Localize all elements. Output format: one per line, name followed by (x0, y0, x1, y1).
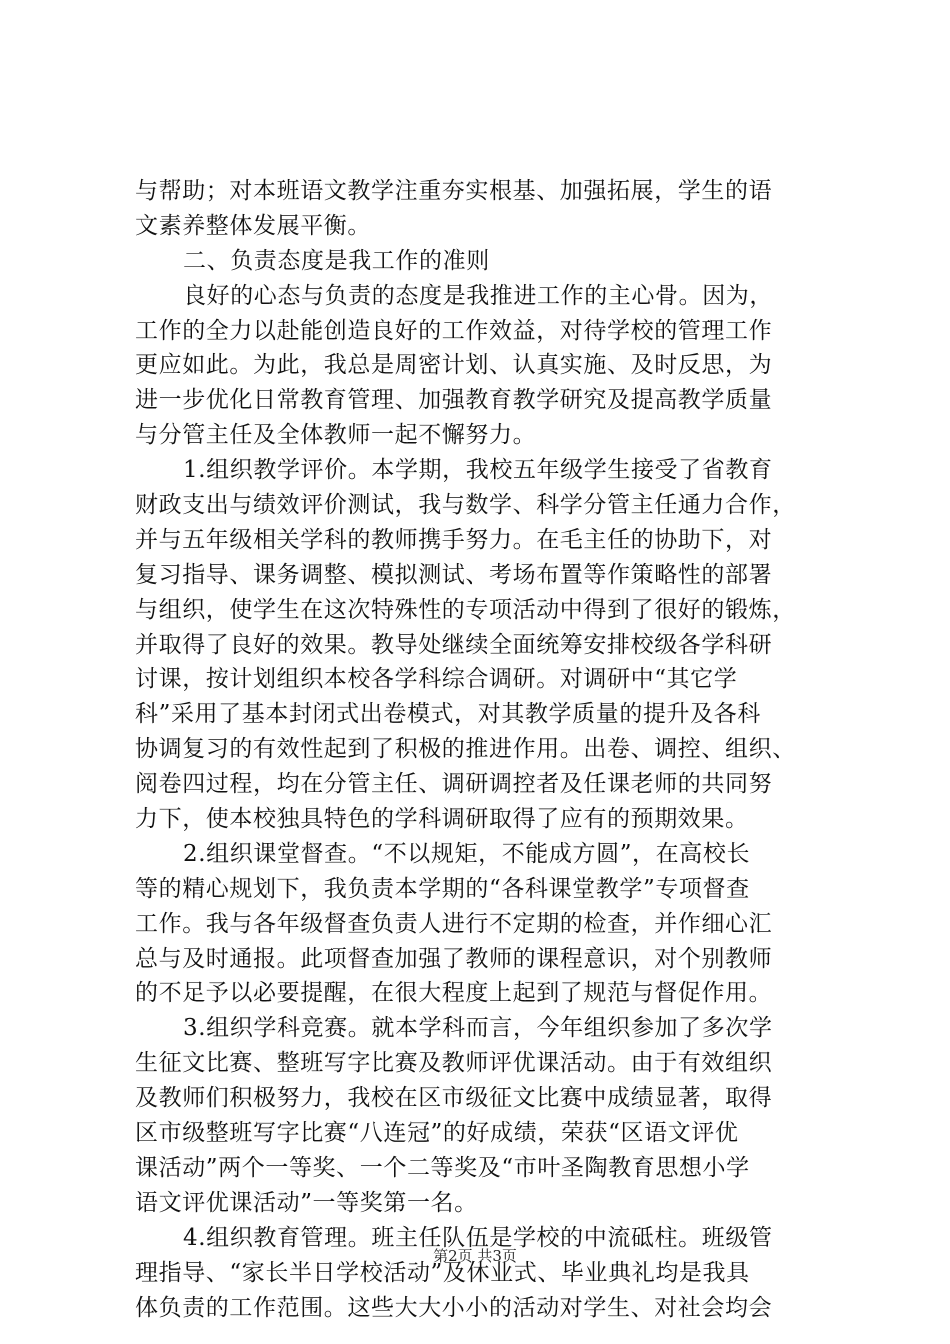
text-line: 2.组织课堂督查。“不以规矩，不能成方圆”，在高校长 (183, 840, 751, 867)
text-line: 科”采用了基本封闭式出卷模式，对其教学质量的提升及各科 (135, 701, 761, 728)
text-line: 总与及时通报。此项督查加强了教师的课程意识，对个别教师 (135, 945, 773, 972)
text-line: 复习指导、课务调整、模拟测试、考场布置等作策略性的部署 (135, 561, 773, 588)
text-line: 区市级整班写字比赛“八连冠”的好成绩，荣获“区语文评优 (135, 1120, 739, 1147)
document-body (135, 174, 823, 1325)
text-line: 并与五年级相关学科的教师携手努力。在毛主任的协助下，对 (135, 526, 773, 553)
text-line: 生征文比赛、整班写字比赛及教师评优课活动。由于有效组织 (135, 1050, 773, 1077)
text-line: 阅卷四过程，均在分管主任、调研调控者及任课老师的共同努 (135, 771, 773, 798)
text-line: 并取得了良好的效果。教导处继续全面统筹安排校级各学科研 (135, 631, 773, 658)
text-line: 与组织，使学生在这次特殊性的专项活动中得到了很好的锻炼， (135, 596, 796, 623)
text-line: 协调复习的有效性起到了积极的推进作用。出卷、调控、组织、 (135, 736, 796, 763)
text-line: 力下，使本校独具特色的学科调研取得了应有的预期效果。 (135, 806, 749, 833)
text-line: 1.组织教学评价。本学期，我校五年级学生接受了省教育 (183, 457, 773, 484)
text-line: 良好的心态与负责的态度是我推进工作的主心骨。因为， (183, 282, 773, 309)
text-line: 讨课，按计划组织本校各学科综合调研。对调研中“其它学 (135, 666, 738, 693)
text-line: 语文评优课活动”一等奖第一名。 (135, 1189, 478, 1216)
text-line: 等的精心规划下，我负责本学期的“各科课堂教学”专项督查 (135, 875, 750, 902)
text-line: 二、负责态度是我工作的准则 (183, 247, 490, 274)
text-line: 与分管主任及全体教师一起不懈努力。 (135, 422, 537, 449)
text-line: 文素养整体发展平衡。 (135, 212, 371, 239)
text-line: 进一步优化日常教育管理、加强教育教学研究及提高教学质量 (135, 387, 773, 414)
text-line: 更应如此。为此，我总是周密计划、认真实施、及时反思，为 (135, 352, 773, 379)
text-line: 与帮助；对本班语文教学注重夯实根基、加强拓展，学生的语 (135, 178, 773, 204)
text-line: 3.组织学科竞赛。就本学科而言，今年组织参加了多次学 (183, 1015, 773, 1042)
text-line: 体负责的工作范围。这些大大小小的活动对学生、对社会均会 (135, 1294, 773, 1321)
text-line: 4.组织教育管理。班主任队伍是学校的中流砥柱。班级管 (183, 1224, 773, 1251)
text-line: 及教师们积极努力，我校在区市级征文比赛中成绩显著，取得 (135, 1085, 773, 1112)
text-line: 工作的全力以赴能创造良好的工作效益，对待学校的管理工作 (135, 317, 773, 344)
page-footer: 第2页 共3页 (433, 1247, 517, 1265)
text-line: 财政支出与绩效评价测试，我与数学、科学分管主任通力合作， (135, 492, 796, 519)
text-line: 的不足予以必要提醒，在很大程度上起到了规范与督促作用。 (135, 980, 773, 1007)
text-line: 课活动”两个一等奖、一个二等奖及“市叶圣陶教育思想小学 (135, 1154, 750, 1181)
text-line: 理指导、“家长半日学校活动”及休业式、毕业典礼均是我具 (135, 1259, 750, 1286)
text-line: 工作。我与各年级督查负责人进行不定期的检查，并作细心汇 (135, 910, 773, 937)
